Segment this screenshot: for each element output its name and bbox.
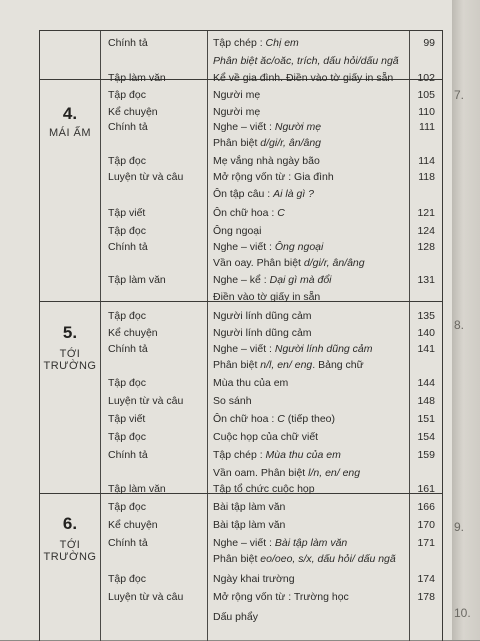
unit-number: 6. bbox=[62, 514, 78, 533]
lesson-subject: Tập đọc bbox=[108, 501, 146, 513]
lesson-subject: Tập làm văn bbox=[108, 72, 166, 84]
content-text: Ôn chữ hoa : bbox=[213, 413, 278, 425]
lesson-content bbox=[213, 37, 299, 50]
content-italic-text: d/gi/r, ân/âng bbox=[303, 257, 365, 269]
lesson-content bbox=[213, 274, 332, 287]
lesson-subject: Tập viết bbox=[108, 207, 146, 219]
lesson-subject: Tập đọc bbox=[108, 377, 146, 389]
content-text: Bài tập làm văn bbox=[213, 501, 286, 513]
content-text: Dấu phẩy bbox=[213, 611, 258, 623]
lesson-content bbox=[213, 573, 295, 586]
table-of-contents bbox=[39, 30, 443, 641]
lesson-subject: Chính tả bbox=[108, 241, 148, 253]
lesson-subject: Kể chuyện bbox=[108, 327, 158, 339]
lesson-content bbox=[213, 377, 288, 390]
page-number: 110 bbox=[418, 106, 435, 118]
content-italic-text: Phân biệt ăc/oăc, trích, dấu hỏi/dấu ngã bbox=[213, 55, 399, 67]
next-page-unit-number: 9. bbox=[454, 520, 465, 534]
content-text: Nghe – kể : bbox=[213, 274, 270, 286]
content-text: Nghe – viết : bbox=[213, 537, 275, 549]
lesson-subject: Chính tả bbox=[108, 37, 148, 49]
lesson-subject: Tập viết bbox=[108, 413, 146, 425]
lesson-subject: Kể chuyện bbox=[108, 519, 158, 531]
lesson-content bbox=[213, 55, 399, 68]
content-text: Tập chép : bbox=[213, 449, 266, 461]
page-number: 118 bbox=[418, 171, 435, 183]
lesson-content bbox=[213, 72, 393, 85]
lesson-content bbox=[213, 467, 360, 480]
page-number: 178 bbox=[417, 591, 435, 603]
content-text: Người mẹ bbox=[213, 106, 261, 118]
unit-column-divider bbox=[100, 31, 101, 641]
content-text: Ngày khai trường bbox=[213, 573, 295, 585]
content-text: Người lính dũng cảm bbox=[213, 310, 312, 322]
content-text: Mùa thu của em bbox=[213, 377, 289, 389]
content-text: Mở rộng vốn từ : Gia đình bbox=[213, 171, 334, 183]
content-italic-text: Người lính dũng cảm bbox=[274, 343, 373, 355]
page-number: 141 bbox=[417, 343, 435, 355]
lesson-content bbox=[213, 553, 396, 566]
page-number: 131 bbox=[417, 274, 435, 286]
unit-title: MÁI ẤM bbox=[48, 127, 92, 139]
lesson-subject: Chính tả bbox=[108, 343, 148, 355]
lesson-subject: Tập đọc bbox=[108, 573, 146, 585]
lesson-subject: Luyện từ và câu bbox=[108, 395, 184, 407]
next-page-unit-number: 10. bbox=[454, 606, 471, 620]
lesson-content bbox=[213, 225, 261, 238]
page-number: 166 bbox=[417, 501, 435, 513]
lesson-subject: Tập làm văn bbox=[108, 483, 166, 495]
content-text: Phân biệt bbox=[213, 553, 261, 565]
unit-number: 4. bbox=[62, 104, 78, 123]
lesson-content bbox=[213, 413, 335, 426]
lesson-content bbox=[213, 89, 260, 102]
content-italic-text: Mùa thu của em bbox=[265, 449, 341, 461]
content-suffix-text: . Bảng chữ bbox=[312, 359, 364, 371]
content-italic-text: Ông ngoại bbox=[274, 241, 324, 253]
content-text: So sánh bbox=[213, 395, 252, 407]
page-number: 144 bbox=[417, 377, 435, 389]
lesson-content bbox=[213, 501, 285, 514]
lesson-content bbox=[213, 106, 260, 119]
page-number: 148 bbox=[417, 395, 435, 407]
content-text: Bài tập làm văn bbox=[213, 519, 286, 531]
content-italic-text: Người mẹ bbox=[274, 121, 322, 133]
content-italic-text: eo/oeo, s/x, dấu hỏi/ dấu ngã bbox=[260, 553, 396, 565]
content-italic-text: C bbox=[277, 413, 285, 425]
content-italic-text: Ai là gì ? bbox=[273, 188, 314, 200]
content-text: Vần oay. Phân biệt bbox=[213, 257, 304, 269]
next-page-unit-number: 7. bbox=[454, 88, 465, 102]
content-text: Người mẹ bbox=[213, 89, 261, 101]
page-number: 105 bbox=[417, 89, 435, 101]
content-text: Nghe – viết : bbox=[213, 121, 275, 133]
lesson-subject: Tập đọc bbox=[108, 310, 146, 322]
next-page-unit-number: 8. bbox=[454, 318, 465, 332]
lesson-content bbox=[213, 207, 285, 220]
lesson-content bbox=[213, 188, 314, 201]
lesson-content bbox=[213, 121, 321, 134]
content-text: Cuộc họp của chữ viết bbox=[213, 431, 319, 443]
lesson-subject: Tập đọc bbox=[108, 155, 146, 167]
content-text: Ông ngoại bbox=[213, 225, 262, 237]
page-number: 99 bbox=[423, 37, 435, 49]
lesson-content bbox=[213, 483, 315, 496]
lesson-subject: Tập đọc bbox=[108, 89, 146, 101]
lesson-content bbox=[213, 137, 321, 150]
lesson-content bbox=[213, 591, 349, 604]
content-text: Tập chép : bbox=[213, 37, 266, 49]
lesson-subject: Kể chuyện bbox=[108, 106, 158, 118]
lesson-content bbox=[213, 537, 347, 550]
content-italic-text: n/l, en/ eng bbox=[260, 359, 313, 371]
page-number: 128 bbox=[417, 241, 435, 253]
page-number: 140 bbox=[417, 327, 435, 339]
content-italic-text: Chị em bbox=[265, 37, 299, 49]
unit-number: 5. bbox=[62, 323, 78, 342]
lesson-content bbox=[213, 310, 312, 323]
content-text: Ôn chữ hoa : bbox=[213, 207, 278, 219]
lesson-content bbox=[213, 611, 258, 624]
content-text: Phân biệt bbox=[213, 359, 261, 371]
content-text: Mẹ vắng nhà ngày bão bbox=[213, 155, 320, 167]
content-text: Điền vào tờ giấy in sẵn bbox=[213, 291, 321, 303]
content-text: Vần oam. Phân biệt bbox=[213, 467, 309, 479]
content-text: Kể về gia đình. Điền vào tờ giấy in sẵn bbox=[213, 72, 394, 84]
page-number: 161 bbox=[417, 483, 435, 495]
lesson-content bbox=[213, 359, 364, 372]
content-suffix-text: (tiếp theo) bbox=[284, 413, 336, 425]
content-italic-text: d/gi/r, ân/âng bbox=[260, 137, 322, 149]
content-text: Người lính dũng cảm bbox=[213, 327, 312, 339]
content-text: Nghe – viết : bbox=[213, 241, 275, 253]
page-number: 124 bbox=[417, 225, 435, 237]
page-number: 102 bbox=[417, 72, 435, 84]
lesson-content bbox=[213, 257, 365, 270]
page-number: 114 bbox=[418, 155, 435, 167]
next-page-edge bbox=[452, 0, 480, 640]
subject-column-divider bbox=[207, 31, 208, 641]
lesson-content bbox=[213, 431, 318, 444]
page-number: 151 bbox=[417, 413, 435, 425]
lesson-content bbox=[213, 241, 323, 254]
content-text: Tập tổ chức cuộc họp bbox=[213, 483, 315, 495]
lesson-subject: Chính tả bbox=[108, 121, 148, 133]
page-number: 171 bbox=[417, 537, 435, 549]
content-text: Nghe – viết : bbox=[213, 343, 275, 355]
lesson-content bbox=[213, 449, 341, 462]
lesson-subject: Tập làm văn bbox=[108, 274, 166, 286]
content-italic-text: Bài tập làm văn bbox=[274, 537, 348, 549]
content-italic-text: Dại gì mà đổi bbox=[269, 274, 332, 286]
content-italic-text: l/n, en/ eng bbox=[308, 467, 361, 479]
lesson-content bbox=[213, 155, 320, 168]
page-number: 121 bbox=[417, 207, 435, 219]
page-number: 174 bbox=[417, 573, 435, 585]
content-text: Ôn tập câu : bbox=[213, 188, 274, 200]
page-number: 135 bbox=[417, 310, 435, 322]
content-italic-text: C bbox=[277, 207, 285, 219]
content-text: Phân biệt bbox=[213, 137, 261, 149]
page-number: 154 bbox=[417, 431, 435, 443]
content-text: Mở rộng vốn từ : Trường học bbox=[213, 591, 349, 603]
page-number: 170 bbox=[417, 519, 435, 531]
lesson-subject: Luyện từ và câu bbox=[108, 171, 184, 183]
unit-title: TỚI TRƯỜNG bbox=[43, 539, 97, 563]
lesson-content bbox=[213, 327, 312, 340]
lesson-content bbox=[213, 291, 320, 304]
lesson-content bbox=[213, 395, 252, 408]
lesson-content bbox=[213, 343, 373, 356]
lesson-content bbox=[213, 519, 285, 532]
lesson-subject: Tập đọc bbox=[108, 431, 146, 443]
lesson-subject: Tập đọc bbox=[108, 225, 146, 237]
lesson-subject: Luyện từ và câu bbox=[108, 591, 184, 603]
lesson-content bbox=[213, 171, 334, 184]
page-number: 159 bbox=[417, 449, 435, 461]
unit-title: TỚI TRƯỜNG bbox=[43, 348, 97, 372]
lesson-subject: Chính tả bbox=[108, 537, 148, 549]
lesson-subject: Chính tả bbox=[108, 449, 148, 461]
page-number: 111 bbox=[419, 121, 435, 133]
